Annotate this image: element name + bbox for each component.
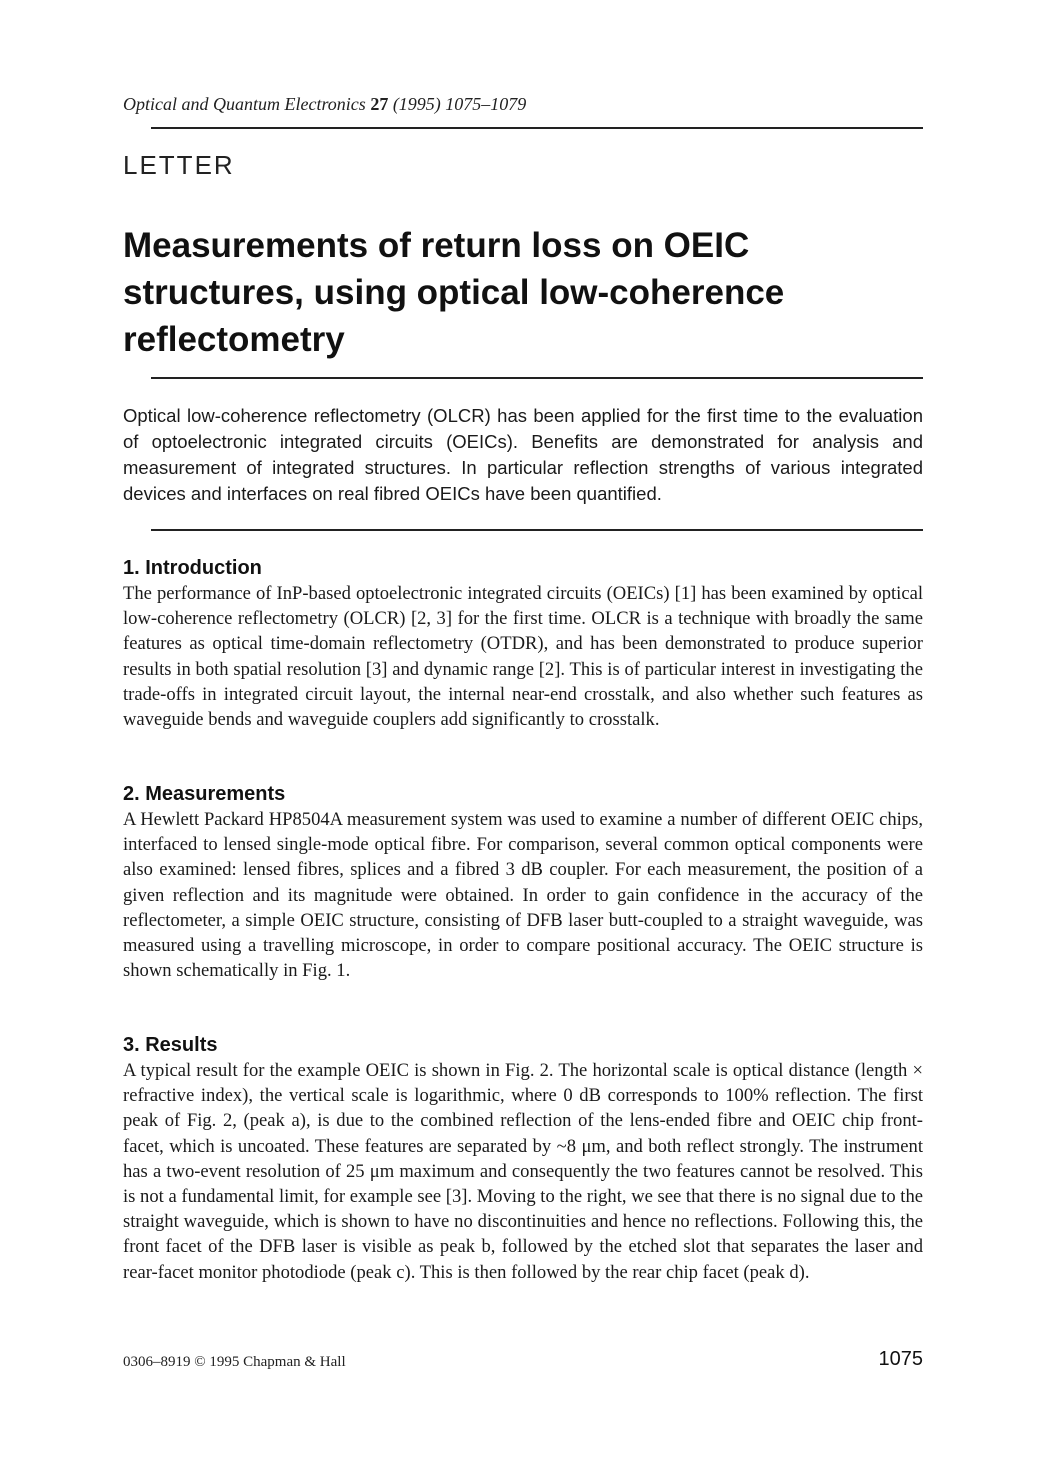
section-measurements	[123, 781, 923, 983]
journal-citation	[123, 94, 526, 115]
section-introduction	[123, 555, 923, 732]
article-type-label: LETTER	[123, 150, 235, 180]
section-heading: 1. Introduction	[123, 557, 262, 579]
title-rule	[123, 377, 923, 379]
section-heading: 2. Measurements	[123, 783, 286, 805]
journal-volume: 27	[370, 94, 389, 114]
journal-name: Optical and Quantum Electronics	[123, 94, 366, 114]
section-body: A Hewlett Packard HP8504A measurement system was used to examine a number of different OEIC chips, interfaced to lensed single-mode optical fibre. For comparison, several common optical components were also examined: lensed fibres, splices and a fibred 3 dB coupler. For each measurement, the position of a given reflection and its magnitude were obtained. In order to gain confidence in the accuracy of the reflectometer, a simple OEIC structure, consisting of DFB laser butt-coupled to a straight waveguide, was measured using a travelling microscope, in order to compare positional accuracy. The OEIC structure is shown schematically in Fig. 1.	[123, 809, 923, 982]
article-title: Measurements of return loss on OEIC structures, using optical low-coherence reflectometry	[123, 226, 785, 359]
section-results	[123, 1032, 923, 1285]
section-heading: 3. Results	[123, 1034, 218, 1056]
abstract-rule	[123, 529, 923, 531]
copyright-notice: 0306–8919 © 1995 Chapman & Hall	[123, 1354, 346, 1370]
section-body: A typical result for the example OEIC is shown in Fig. 2. The horizontal scale is optical distance (length × refractive index), the vertical scale is logarithmic, where 0 dB corresponds to 100% reflection. The first peak of Fig. 2, (peak a), is due to the combined reflection of the lens-ended fibre and OEIC chip front-facet, which is uncoated. These features are separated by ~8 μm, and both reflect strongly. The instrument has a two-event resolution of 25 μm maximum and consequently the two features cannot be resolved. This is not a fundamental limit, for example see [3]. Moving to the right, we see that there is no signal due to the straight waveguide, which is shown to have no discontinuities and hence no reflections. Following this, the front facet of the DFB laser is visible as peak b, followed by the etched slot that separates the laser and rear-facet monitor photodiode (peak c). This is then followed by the rear chip facet (peak d).	[123, 1060, 923, 1283]
header-rule	[123, 127, 923, 129]
page-number: 1075	[878, 1348, 923, 1370]
abstract: Optical low-coherence reflectometry (OLCR) has been applied for the first time to the evaluation of optoelectronic integrated circuits (OEICs). Benefits are demonstrated for analysis and measurement of integrated structures. In particular reflection strengths of various integrated devices and interfaces on real fibred OEICs have been quantified.	[123, 405, 923, 504]
section-body: The performance of InP-based optoelectronic integrated circuits (OEICs) [1] has been examined by optical low-coherence reflectometry (OLCR) [2, 3] for the first time. OLCR is a technique with broadly the same features as optical time-domain reflectometry (OTDR), and has been demonstrated to produce superior results in both spatial resolution [3] and dynamic range [2]. This is of particular interest in investigating the trade-offs in integrated circuit layout, the internal near-end crosstalk, and also whether such features as waveguide bends and waveguide couplers add significantly to crosstalk.	[123, 583, 923, 731]
journal-year-pages: (1995) 1075–1079	[392, 94, 527, 114]
